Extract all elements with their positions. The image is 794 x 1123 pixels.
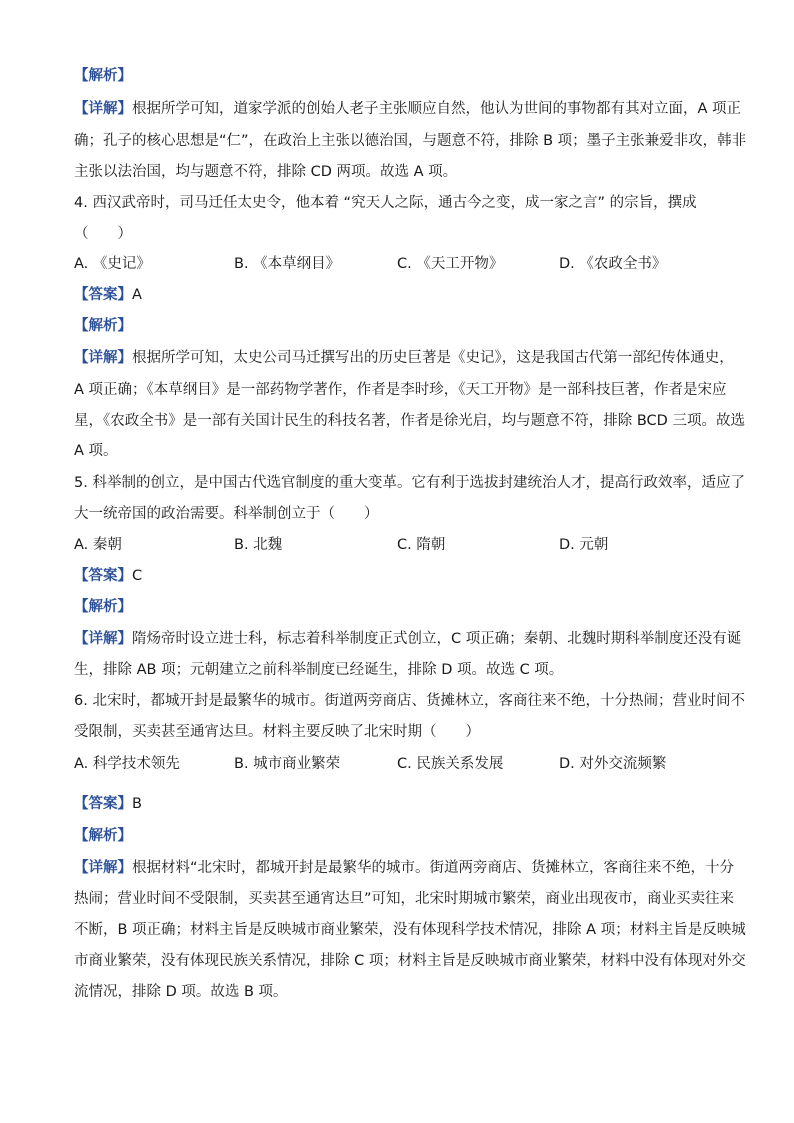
q6-option-a: A. 科学技术领先 [74, 756, 180, 772]
q5-analysis-heading: 【解析】 [74, 599, 132, 615]
q4-analysis-heading: 【解析】 [74, 318, 132, 334]
q4-option-c: C. 《天工开物》 [397, 256, 504, 272]
q4-option-d: D. 《农政全书》 [559, 256, 667, 272]
q4-detail-line-2: A 项正确；《本草纲目》是一部药物学著作，作者是李时珍，《天工开物》是一部科技巨著，作者是宋应 [74, 382, 727, 398]
q3-detail-line-1: 【详解】根据所学可知，道家学派的创始人老子主张顺应自然，他认为世间的事物都有其对立面，A 项正 [74, 101, 742, 117]
q6-answer: 【答案】B [74, 796, 142, 812]
q6-stem-line-2: 受限制，买卖甚至通宵达旦。材料主要反映了北宋时期（ ） [74, 724, 480, 740]
q5-answer: 【答案】C [74, 568, 143, 584]
q6-detail-line-3: 不断，B 项正确；材料主旨是反映城市商业繁荣，没有体现科学技术情况，排除 A 项；材料主旨是反映城 [74, 922, 746, 938]
q4-detail-line-4: A 项。 [74, 443, 118, 459]
q5-stem-line-2: 大一统帝国的政治需要。科举制创立于（ ） [74, 506, 379, 522]
q6-detail-line-1: 【详解】根据材料“北宋时，都城开封是最繁华的城市。街道两旁商店、货摊林立，客商往来不绝，十分 [74, 860, 735, 876]
q3-detail-line-3: 主张以法治国，均与题意不符，排除 CD 两项。故选 A 项。 [74, 164, 458, 180]
q5-stem-line-1: 5. 科举制的创立，是中国古代选官制度的重大变革。它有利于选拔封建统治人才，提高行政效率，适应了 [74, 475, 745, 491]
q4-option-b: B. 《本草纲目》 [234, 256, 341, 272]
q6-detail-line-2: 热闹；营业时间不受限制，买卖甚至通宵达旦”可知，北宋时期城市繁荣，商业出现夜市，商业买卖往来 [74, 891, 735, 907]
q4-detail-line-3: 星，《农政全书》是一部有关国计民生的科技名著，作者是徐光启，均与题意不符，排除 BCD 三项。故选 [74, 413, 745, 429]
q5-detail-line-1: 【详解】隋炀帝时设立进士科，标志着科举制度正式创立，C 项正确；秦朝、北魏时期科举制度还没有诞 [74, 631, 742, 647]
q4-option-a: A. 《史记》 [74, 256, 151, 272]
q5-option-b: B. 北魏 [234, 537, 283, 553]
q4-stem-line-1: 4. 西汉武帝时，司马迁任太史令，他本着 “究天人之际，通古今之变，成一家之言” 的宗旨，撰成 [74, 195, 697, 211]
q6-stem-line-1: 6. 北宋时，都城开封是最繁华的城市。街道两旁商店、货摊林立，客商往来不绝，十分热闹；营业时间不 [74, 693, 745, 709]
q4-stem-line-2: （ ） [74, 226, 132, 242]
q3-analysis-heading: 【解析】 [74, 68, 132, 84]
q6-option-b: B. 城市商业繁荣 [234, 756, 341, 772]
q5-option-d: D. 元朝 [559, 537, 609, 553]
q4-detail-line-1: 【详解】根据所学可知，太史公司马迁撰写出的历史巨著是《史记》，这是我国古代第一部纪传体通史， [74, 350, 734, 366]
q6-detail-line-5: 流情况，排除 D 项。故选 B 项。 [74, 984, 288, 1000]
q6-option-c: C. 民族关系发展 [397, 756, 504, 772]
q5-option-a: A. 秦朝 [74, 537, 122, 553]
q6-option-d: D. 对外交流频繁 [559, 756, 667, 772]
q6-detail-line-4: 市商业繁荣，没有体现民族关系情况，排除 C 项；材料主旨是反映城市商业繁荣，材料中没有体现对外交 [74, 953, 746, 969]
q3-detail-line-2: 确；孔子的核心思想是“仁”，在政治上主张以德治国，与题意不符，排除 B 项；墨子主张兼爱非攻，韩非 [74, 133, 747, 149]
q6-analysis-heading: 【解析】 [74, 828, 132, 844]
q5-detail-line-2: 生，排除 AB 项；元朝建立之前科举制度已经诞生，排除 D 项。故选 C 项。 [74, 662, 564, 678]
q4-answer: 【答案】A [74, 287, 142, 303]
q5-option-c: C. 隋朝 [397, 537, 446, 553]
